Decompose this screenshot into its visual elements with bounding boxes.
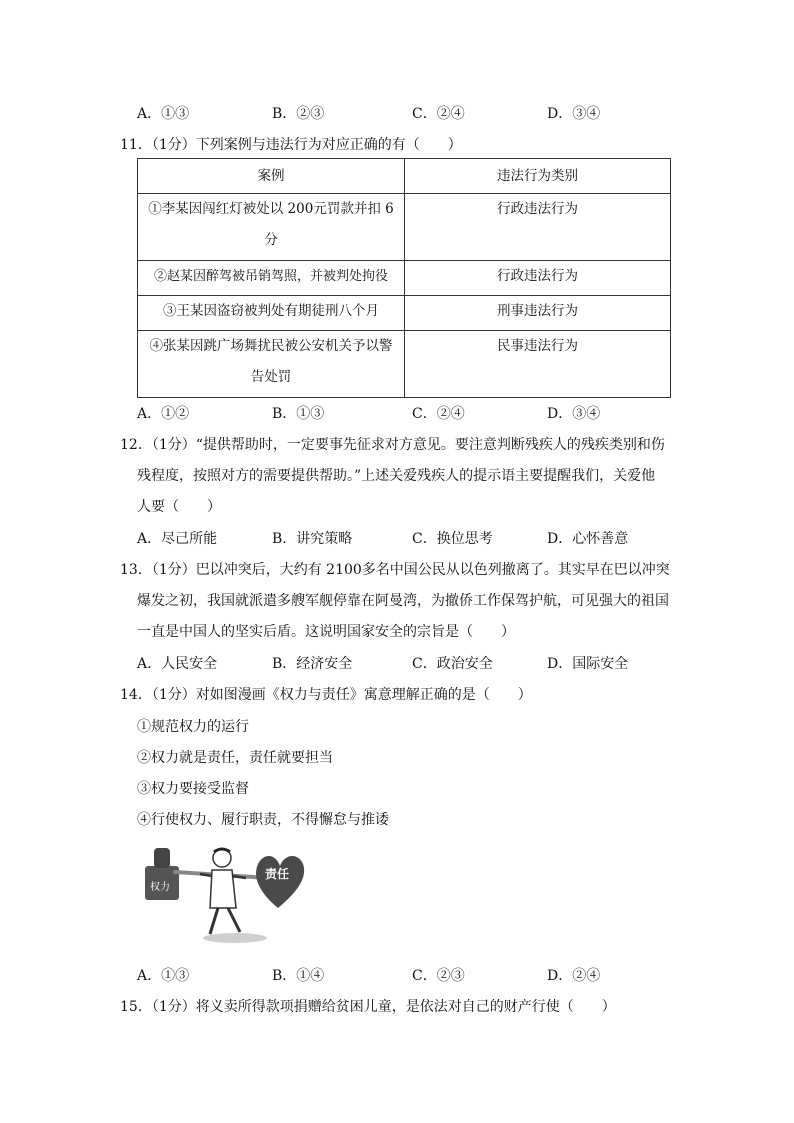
power-responsibility-cartoon (140, 838, 310, 948)
q11-option-b: B．①③ (272, 406, 325, 422)
q14-option-a: A．①③ (137, 968, 190, 984)
q10-option-d: D．③④ (547, 106, 601, 122)
person-leg-right (228, 908, 240, 932)
q12-options (0, 528, 794, 552)
q11-options (0, 403, 794, 427)
q12-line-1: 12．（1分）“提供帮助时，一定要事先征求对方意见。要注意判断残疾人的残疾类别和伤 (120, 437, 665, 453)
q12-option-c: C．换位思考 (412, 531, 493, 547)
q10-option-c: C．②④ (412, 106, 465, 122)
q12-option-a: A．尽己所能 (137, 531, 218, 547)
q13-option-b: B．经济安全 (272, 656, 353, 672)
q12-line-2: 残程度，按照对方的需要提供帮助。”上述关爱残疾人的提示语主要提醒我们，关爱他 (137, 468, 656, 484)
q14-statement-4: ④行使权力、履行职责，不得懈怠与推诿 (137, 812, 389, 828)
q11-row-2-case: ②赵某因醉驾被吊销驾照，并被判处拘役 (138, 261, 405, 296)
table-row (138, 194, 671, 261)
q14-option-c: C．②③ (412, 968, 465, 984)
q12-line-3: 人要（ ） (137, 499, 221, 515)
responsibility-heart (256, 856, 304, 908)
power-weight-handle (154, 848, 170, 868)
q11-row-2-type: 行政违法行为 (405, 261, 671, 296)
q11-row-4-case: ④张某因跳广场舞扰民被公安机关予以警告处罚 (138, 331, 405, 398)
q11-option-c: C．②④ (412, 406, 465, 422)
q14-option-b: B．①④ (272, 968, 325, 984)
q13-line-1: 13．（1分）巴以冲突后，大约有 2100多名中国公民从以色列撤离了。其实早在巴以冲突 (120, 562, 670, 578)
ground-shadow (203, 933, 267, 943)
q13-options (0, 653, 794, 677)
q13-line-2: 爆发之初，我国就派遣多艘军舰停靠在阿曼湾，为撤侨工作保驾护航，可见强大的祖国 (137, 593, 669, 609)
q13-line-3: 一直是中国人的坚实后盾。这说明国家安全的宗旨是（ ） (137, 624, 515, 640)
q11-option-a: A．①② (137, 406, 190, 422)
q13-option-c: C．政治安全 (412, 656, 493, 672)
q14-statement-2: ②权力就是责任，责任就要担当 (137, 750, 333, 766)
q14-statement-3: ③权力要接受监督 (137, 781, 249, 797)
q10-options (0, 103, 794, 127)
table-row (138, 296, 671, 331)
responsibility-label: 责任 (265, 867, 290, 881)
q13-option-a: A．人民安全 (137, 656, 218, 672)
q10-option-b: B．②③ (272, 106, 325, 122)
q11-row-4-type: 民事违法行为 (405, 331, 671, 398)
q11-row-3-type: 刑事违法行为 (405, 296, 671, 331)
q12-option-d: D．心怀善意 (547, 531, 629, 547)
table-row (138, 331, 671, 398)
power-label: 权力 (150, 882, 170, 893)
q15-stem: 15．（1分）将义卖所得款项捐赠给贫困儿童，是依法对自己的财产行使（ ） (120, 999, 616, 1015)
q11-row-1-case: ①李某因闯红灯被处以 200元罚款并扣 6分 (138, 194, 405, 261)
q11-stem: 11．（1分）下列案例与违法行为对应正确的有（ ） (120, 137, 462, 153)
q11-row-3-case: ③王某因盗窃被判处有期徒刑八个月 (138, 296, 405, 331)
q11-header-case: 案例 (138, 159, 405, 194)
q14-options (0, 965, 794, 989)
person-leg-left (210, 908, 218, 934)
q14-stem: 14．（1分）对如图漫画《权力与责任》寓意理解正确的是（ ） (120, 687, 532, 703)
q13-option-d: D．国际安全 (547, 656, 629, 672)
q11-table-header (138, 159, 671, 194)
q11-table (137, 158, 671, 398)
q12-option-b: B．讲究策略 (272, 531, 353, 547)
q10-option-a: A．①③ (137, 106, 190, 122)
q11-option-d: D．③④ (547, 406, 601, 422)
q11-header-type: 违法行为类别 (405, 159, 671, 194)
q14-statement-1: ①规范权力的运行 (137, 719, 249, 735)
table-row (138, 261, 671, 296)
q11-row-1-type: 行政违法行为 (405, 194, 671, 261)
q14-option-d: D．②④ (547, 968, 601, 984)
